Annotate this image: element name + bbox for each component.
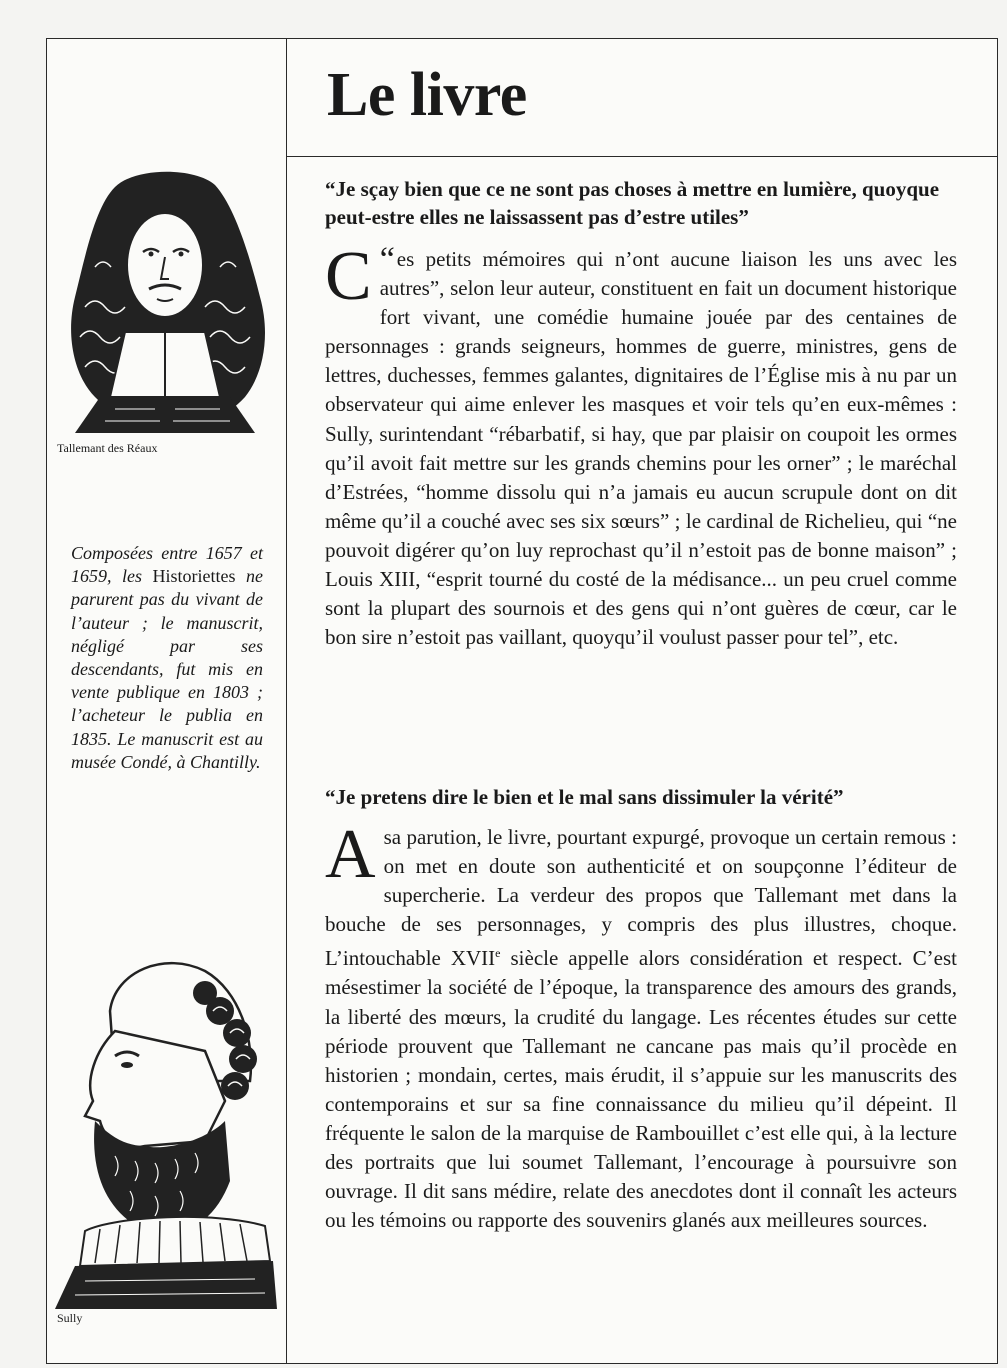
section-1-body bbox=[325, 238, 957, 652]
section-1-dropcap: C bbox=[325, 238, 372, 315]
page-frame bbox=[46, 38, 998, 1364]
section-1-open-quote: “ bbox=[379, 241, 395, 278]
portrait-tallemant-caption: Tallemant des Réaux bbox=[57, 441, 158, 455]
section-2-superscript: e bbox=[495, 946, 501, 961]
sidebar-note-part2: ne parurent pas du vivant de l’auteur ; le manuscrit, négligé par ses descendants, fut mis en vente publique en 1803 ; l’acheteur le publia en 1835. Le manuscrit est au musée Condé, à Chantilly. bbox=[71, 566, 263, 772]
sidebar-note-title: Historiettes bbox=[152, 566, 236, 587]
portrait-tallemant bbox=[55, 147, 277, 433]
title-divider bbox=[286, 156, 997, 157]
section-2 bbox=[325, 783, 957, 1235]
section-2-body bbox=[325, 816, 957, 1235]
column-divider bbox=[286, 39, 287, 1363]
section-1 bbox=[325, 175, 957, 652]
section-2-heading: “Je pretens dire le bien et le mal sans dissimuler la vérité” bbox=[325, 785, 844, 809]
section-2-text-part2: siècle appelle alors considération et respect. C’est mésestimer la société de l’époque, la transparence des amours des grands, la liberté des mœurs, la crudité du langage. Les récentes études sur cette période prouvent que Tallemant ne cancane pas mais qu’il procède en historien ; mondain, certes, mais érudit, il s’appuie sur les manuscrits des contemporains et sur sa fine connaissance du milieu qu’il dépeint. Il fréquente le salon de la marquise de Rambouillet c’est elle qui, à la lecture des portraits que lui soumet Tallemant, l’encourage à poursuivre son ouvrage. Il dit sans médire, relate des anecdotes dont il connaît les acteurs ou les témoins ou rapporte des souvenirs glanés aux meilleures sources. bbox=[325, 946, 957, 1233]
section-2-text-part1: sa parution, le livre, pourtant expurgé, provoque un certain remous : on met en doute son authenticité et on soupçonne l’éditeur de supercherie. La verdeur des propos que Tallemant met dans la bouche de ses personnages, y compris des plus illustres, choque. L’intouchable XVII bbox=[325, 825, 957, 971]
section-1-heading: “Je sçay bien que ce ne sont pas choses à mettre en lumière, quoyque peut-estre elles ne laissassent pas d’estre utiles” bbox=[325, 177, 940, 229]
page-title: Le livre bbox=[327, 61, 527, 129]
section-2-dropcap: A bbox=[325, 816, 376, 893]
sidebar-note-part1: Composées entre 1657 et 1659, les bbox=[71, 543, 263, 587]
section-1-text: es petits mémoires qui n’ont aucune liaison les uns avec les autres”, selon leur auteur, constituent en fait un document historique fort vivant, une comédie humaine jouée par des centaines de personnages : grands seigneurs, hommes de guerre, ministres, gens de lettres, duchesses, femmes galantes, dignitaires de l’Église mis à nu par un observateur qui aime enlever les masques et voir tels qu’en eux-mêmes : Sully, surintendant “rébarbatif, si hay, que par plaisir on coupoit les ormes qu’il avoit fait mettre sur les grands chemins pour les orner” ; le maréchal d’Estrées, “homme dissolu qui n’a jamais eu aucun scrupule dont on dit même qu’il a couché avec ses six sœurs” ; le cardinal de Richelieu, qui “ne pouvoit digérer qu’on luy reprochast qu’il n’estoit pas de bonne maison” ; Louis XIII, “esprit tourné du costé de la médisance... un peu cruel comme sont la plupart des sournois et des gens qui n’ont guères de cœur, car le bon sire n’estoit pas vaillant, quoyqu’il voulust passer pour tel”, etc. bbox=[325, 247, 957, 650]
portrait-sully-caption: Sully bbox=[57, 1311, 83, 1325]
sidebar-note bbox=[71, 542, 263, 774]
portrait-sully bbox=[55, 941, 277, 1309]
